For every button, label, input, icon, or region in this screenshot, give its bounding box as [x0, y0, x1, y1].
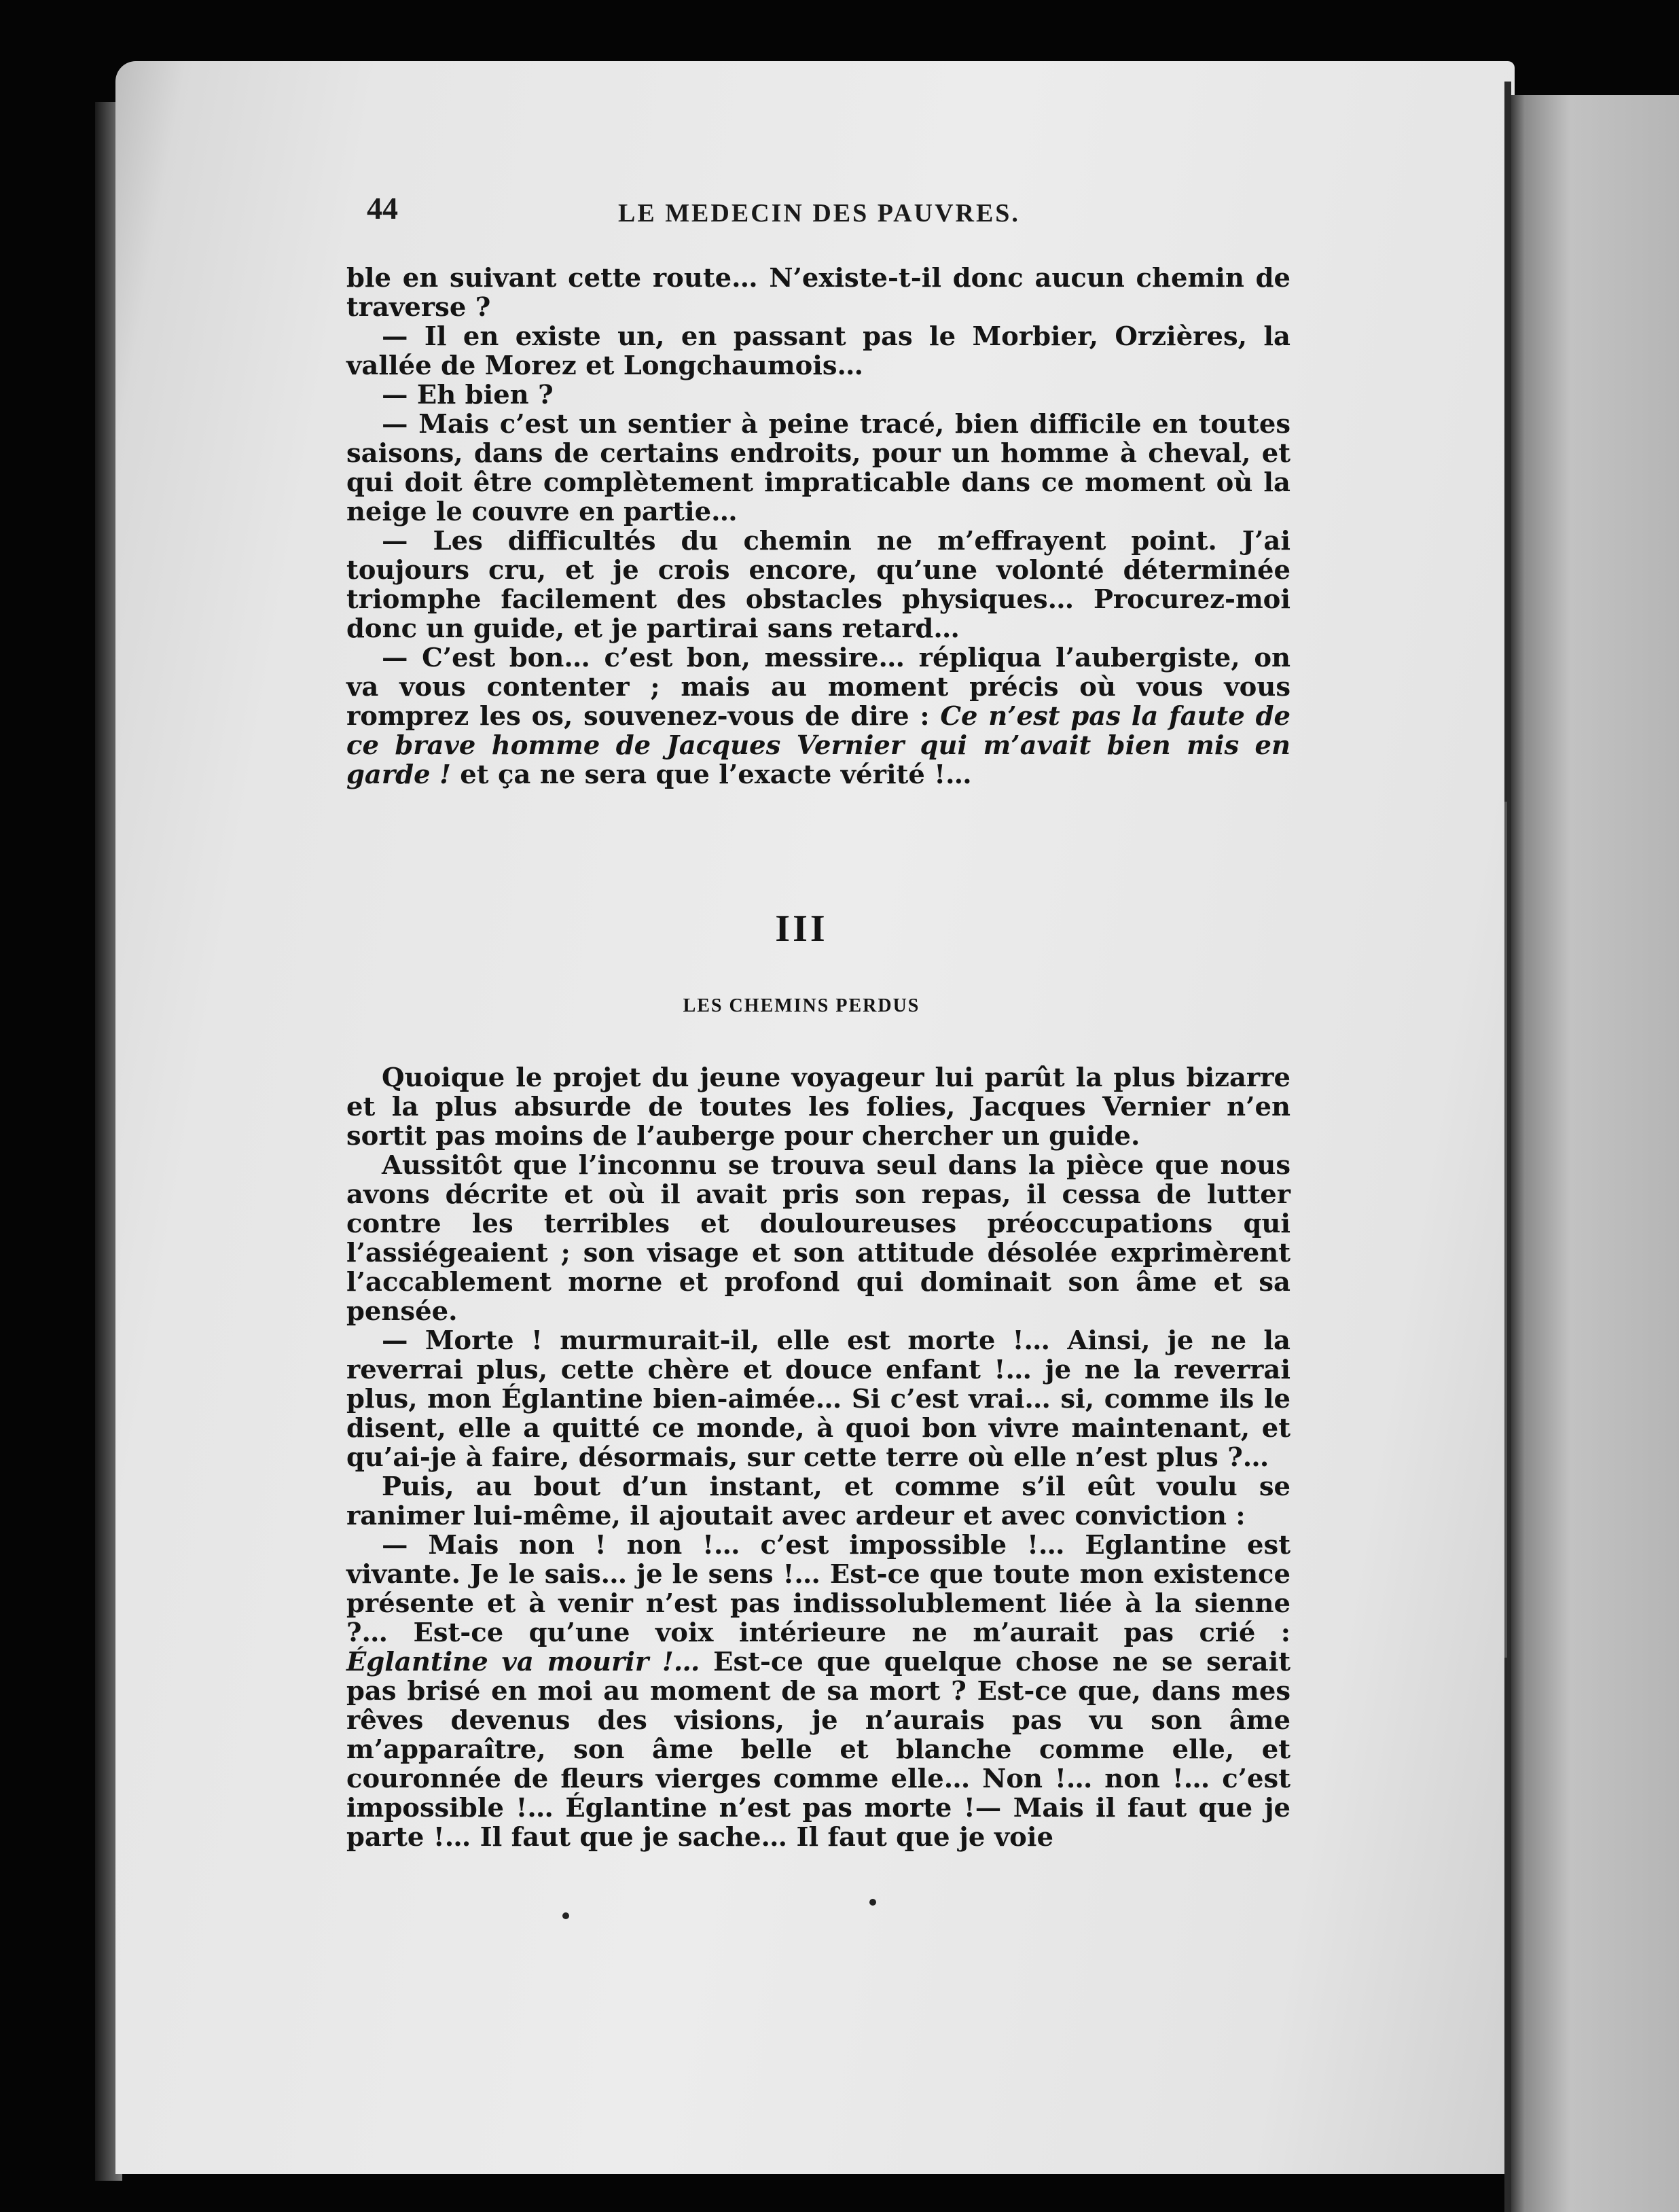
italic-quote: Églantine va mourir !…: [346, 1647, 700, 1677]
italic-quote: Ce n’est pas la faute de ce brave homme de Jacques Vernier qui m’avait bien mis en garde !: [346, 701, 1290, 790]
facing-page-gutter: [1511, 95, 1679, 2212]
bottom-text-block: [346, 1063, 1290, 1852]
paragraph: — Mais c’est un sentier à peine tracé, bien difficile en toutes saisons, dans de certains endroits, pour un homme à cheval, et qui doit être complètement impraticable dans ce moment où la neige le couvre en partie…: [346, 409, 1290, 527]
paragraph-text: — C’est bon… c’est bon, messire… répliqua l’aubergiste, on va vous contenter ; mais au moment précis où vous vous romprez les os, souvenez-vous de dire :: [346, 643, 1290, 732]
paragraph: — Les difficultés du chemin ne m’effrayent point. J’ai toujours cru, et je crois encore, qu’une volonté déterminée triomphe facilement des obstacles physiques… Procurez-moi donc un guide, et je partirai sans retard…: [346, 526, 1290, 644]
page-number: 44: [367, 191, 398, 226]
margin-mark: [1504, 802, 1507, 1658]
paragraph: — Il en existe un, en passant pas le Morbier, Orzières, la vallée de Morez et Longchaumois…: [346, 321, 1290, 381]
ink-speck: [869, 1899, 876, 1906]
paragraph: [346, 643, 1290, 789]
paragraph: Aussitôt que l’inconnu se trouva seul dans la pièce que nous avons décrite et où il avait pris son repas, il cessa de lutter contre les terribles et douloureuses préoccupations qui l’assiégeaient ; son visage et son attitude désolée exprimèrent l’accablement morne et profond qui dominait son âme et sa pensée.: [346, 1150, 1290, 1327]
ink-speck: [562, 1912, 569, 1919]
paragraph: — Eh bien ?: [382, 380, 554, 410]
paragraph: ble en suivant cette route… N’existe-t-il donc aucun chemin de traverse ?: [346, 263, 1290, 323]
paragraph: — Morte ! murmurait-il, elle est morte !… Ainsi, je ne la reverrai plus, cette chère et douce enfant !… je ne la reverrai plus, mon Églantine bien-aimée… Si c’est vrai… si, comme ils le disent, elle a quitté ce monde, à quoi bon vivre maintenant, et qu’ai-je à faire, désormais, sur cette terre où elle n’est plus ?…: [346, 1325, 1290, 1473]
chapter-title: LES CHEMINS PERDUS: [683, 995, 920, 1016]
paragraph: [346, 1531, 1290, 1852]
paragraph-text: Est-ce que quelque chose ne se serait pas brisé en moi au moment de sa mort ? Est-ce que, dans mes rêves devenus des visions, je n’aurais pas vu son âme m’apparaître, son âme belle et blanche comme elle, et couronnée de fleurs vierges comme elle… Non !… non !… c’est impossible !… Églantine n’est pas morte !— Mais il faut que je parte !… Il faut que je sache… Il faut que je voie: [346, 1647, 1290, 1853]
top-text-block: [346, 264, 1290, 789]
chapter-number: III: [775, 908, 828, 950]
paragraph-text: — Mais non ! non !… c’est impossible !… Eglantine est vivante. Je le sais… je le sens !… Est-ce que toute mon existence présente et à venir n’est pas indissolublement liée à la sienne ?… Est-ce qu’une voix intérieure ne m’aurait pas crié :: [346, 1530, 1290, 1648]
paragraph: Puis, au bout d’un instant, et comme s’il eût voulu se ranimer lui-même, il ajoutait avec ardeur et avec conviction :: [346, 1471, 1290, 1531]
paragraph-text: et ça ne sera que l’exacte vérité !…: [450, 760, 972, 790]
paragraph: Quoique le projet du jeune voyageur lui parût la plus bizarre et la plus absurde de toutes les folies, Jacques Vernier n’en sortit pas moins de l’auberge pour chercher un guide.: [346, 1063, 1290, 1152]
page-header: [367, 190, 1304, 245]
running-head: LE MEDECIN DES PAUVRES.: [618, 199, 1020, 228]
